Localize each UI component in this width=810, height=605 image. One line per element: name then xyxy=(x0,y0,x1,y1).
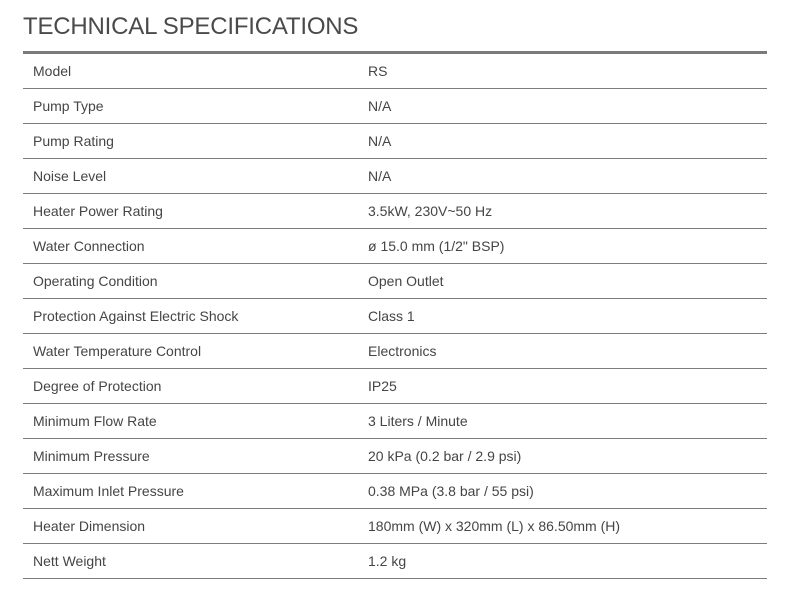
spec-value: N/A xyxy=(368,159,767,194)
spec-label: Pump Type xyxy=(23,89,368,124)
spec-label: Water Connection xyxy=(23,229,368,264)
table-row xyxy=(23,544,767,579)
spec-value: Electronics xyxy=(368,334,767,369)
spec-label: Maximum Inlet Pressure xyxy=(23,474,368,509)
spec-value: Open Outlet xyxy=(368,264,767,299)
spec-label: Model xyxy=(23,54,368,89)
spec-value: 3.5kW, 230V~50 Hz xyxy=(368,194,767,229)
table-row xyxy=(23,194,767,229)
spec-label: Noise Level xyxy=(23,159,368,194)
spec-value: RS xyxy=(368,54,767,89)
page-title: TECHNICAL SPECIFICATIONS xyxy=(23,13,359,40)
spec-label: Pump Rating xyxy=(23,124,368,159)
table-row xyxy=(23,89,767,124)
spec-label: Water Temperature Control xyxy=(23,334,368,369)
spec-value: ø 15.0 mm (1/2" BSP) xyxy=(368,229,767,264)
table-row xyxy=(23,474,767,509)
table-row xyxy=(23,229,767,264)
spec-value: N/A xyxy=(368,89,767,124)
spec-value: Class 1 xyxy=(368,299,767,334)
spec-section xyxy=(23,0,767,579)
table-row xyxy=(23,264,767,299)
spec-value: 20 kPa (0.2 bar / 2.9 psi) xyxy=(368,439,767,474)
spec-value: 180mm (W) x 320mm (L) x 86.50mm (H) xyxy=(368,509,767,544)
spec-label: Heater Power Rating xyxy=(23,194,368,229)
spec-value: N/A xyxy=(368,124,767,159)
spec-value: IP25 xyxy=(368,369,767,404)
spec-label: Heater Dimension xyxy=(23,509,368,544)
table-row xyxy=(23,369,767,404)
table-row xyxy=(23,54,767,89)
spec-value: 0.38 MPa (3.8 bar / 55 psi) xyxy=(368,474,767,509)
table-row xyxy=(23,509,767,544)
spec-label: Operating Condition xyxy=(23,264,368,299)
table-row xyxy=(23,439,767,474)
spec-label: Minimum Flow Rate xyxy=(23,404,368,439)
table-row xyxy=(23,404,767,439)
table-row xyxy=(23,159,767,194)
spec-table xyxy=(23,54,767,579)
table-row xyxy=(23,124,767,159)
spec-label: Protection Against Electric Shock xyxy=(23,299,368,334)
spec-value: 3 Liters / Minute xyxy=(368,404,767,439)
spec-label: Minimum Pressure xyxy=(23,439,368,474)
table-row xyxy=(23,299,767,334)
table-row xyxy=(23,334,767,369)
spec-value: 1.2 kg xyxy=(368,544,767,579)
spec-label: Degree of Protection xyxy=(23,369,368,404)
spec-label: Nett Weight xyxy=(23,544,368,579)
